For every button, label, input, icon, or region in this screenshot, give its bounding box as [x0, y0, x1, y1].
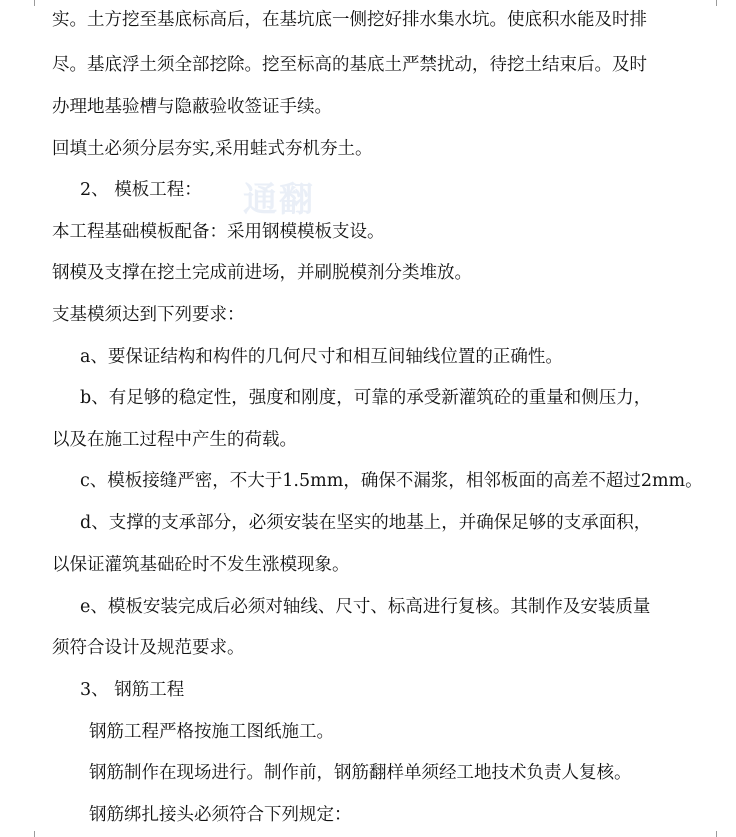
list-item-b-continued: 以及在施工过程中产生的荷载。 [52, 430, 297, 450]
list-item-e: e、模板安装完成后必须对轴线、尺寸、标高进行复核。其制作及安装质量 [80, 597, 651, 617]
list-item-e-continued: 须符合设计及规范要求。 [52, 638, 245, 658]
body-line-7: 钢模及支撑在挖土完成前进场，并刷脱模剂分类堆放。 [52, 263, 472, 283]
list-item-d: d、支撑的支承部分，必须安装在坚实的地基上，并确保足够的支承面积， [80, 513, 652, 533]
list-item-b: b、有足够的稳定性，强度和刚度，可靠的承受新灌筑砼的重量和侧压力， [80, 388, 652, 408]
section-heading-formwork: 2、 模板工程： [80, 180, 202, 200]
list-item-d-continued: 以保证灌筑基础砼时不发生涨模现象。 [52, 555, 350, 575]
list-item-c: c、模板接缝严密，不大于1.5mm，确保不漏浆，相邻板面的高差不超过2mm。 [80, 471, 703, 491]
body-line-1: 实。土方挖至基底标高后，在基坑底一侧挖好排水集水坑。使底积水能及时排 [52, 10, 647, 30]
faint-watermark: 通翻 [243, 180, 315, 220]
margin-mark-top-right [716, 0, 717, 6]
body-line-18: 钢筋工程严格按施工图纸施工。 [89, 722, 334, 742]
margin-mark-bottom-left [34, 831, 35, 837]
section-heading-rebar: 3、 钢筋工程 [80, 680, 185, 700]
body-line-3: 办理地基验槽与隐蔽验收签证手续。 [52, 97, 332, 117]
margin-mark-top-left [34, 0, 35, 6]
body-line-2: 尽。基底浮土须全部挖除。挖至标高的基底土严禁扰动，待挖土结束后。及时 [52, 55, 647, 75]
body-line-8: 支基模须达到下列要求： [52, 305, 245, 325]
body-line-6: 本工程基础模板配备：采用钢模模板支设。 [52, 222, 385, 242]
list-item-a: a、要保证结构和构件的几何尺寸和相互间轴线位置的正确性。 [80, 347, 563, 367]
margin-mark-bottom-right [716, 831, 717, 837]
body-line-20: 钢筋绑扎接头必须符合下列规定： [89, 805, 352, 825]
body-line-4: 回填土必须分层夯实,采用蛙式夯机夯土。 [52, 139, 373, 159]
body-line-19: 钢筋制作在现场进行。制作前，钢筋翻样单须经工地技术负责人复核。 [89, 763, 632, 783]
